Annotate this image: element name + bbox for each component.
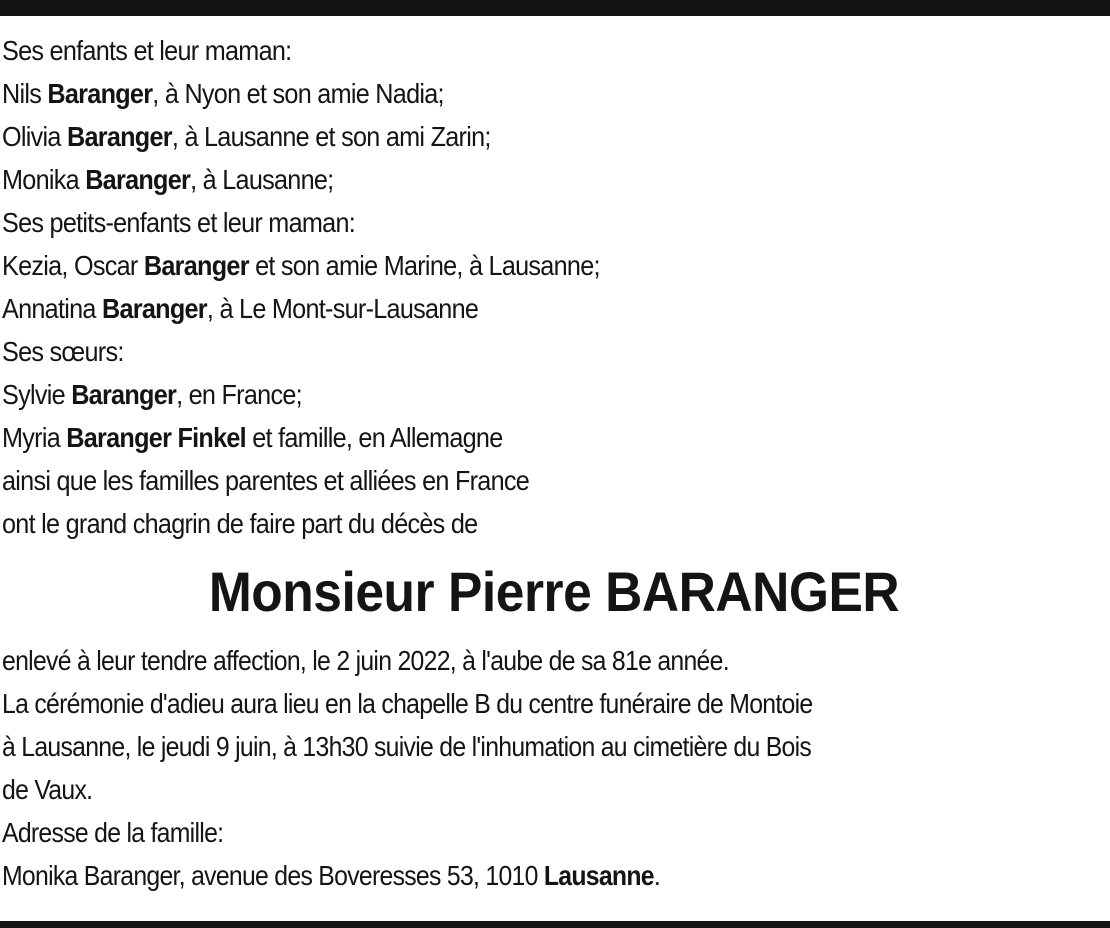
- location-text: , à Le Mont-sur-Lausanne: [206, 293, 479, 324]
- address-text: Monika Baranger, avenue des Boveresses 53, 1010: [2, 860, 544, 891]
- surname: Baranger: [47, 78, 153, 109]
- surname: Baranger Finkel: [66, 422, 246, 453]
- first-name: Kezia, Oscar: [2, 250, 144, 281]
- family-line-6: [2, 244, 996, 287]
- surname: Baranger: [66, 121, 172, 152]
- family-line-11: ainsi que les familles parentes et alliées en France: [2, 465, 530, 496]
- location-text: et famille, en Allemagne: [245, 422, 503, 453]
- top-border-rule: [0, 0, 1110, 16]
- surname: Baranger: [102, 293, 207, 324]
- family-line-5: Ses petits-enfants et leur maman:: [2, 207, 356, 238]
- family-line-8: Ses sœurs:: [2, 336, 124, 367]
- address-city: Lausanne: [543, 860, 654, 891]
- family-line-10: [2, 416, 996, 459]
- location-text: , à Lausanne;: [190, 164, 334, 195]
- family-line-4: [2, 158, 996, 201]
- family-announcement: [2, 29, 1106, 545]
- surname: Baranger: [71, 379, 177, 410]
- first-name: Sylvie: [2, 379, 72, 410]
- location-text: et son amie Marine, à Lausanne;: [248, 250, 600, 281]
- details-line-3: à Lausanne, le jeudi 9 juin, à 13h30 suivie de l'inhumation au cimetière du Bois: [2, 731, 812, 762]
- details-line-1: enlevé à leur tendre affection, le 2 juin 2022, à l'aube de sa 81e année.: [2, 645, 729, 676]
- location-text: , à Lausanne et son ami Zarin;: [171, 121, 491, 152]
- first-name: Annatina: [2, 293, 103, 324]
- obituary-notice: [2, 29, 1106, 897]
- first-name: Nils: [2, 78, 48, 109]
- family-line-1: Ses enfants et leur maman:: [2, 35, 292, 66]
- address-end: .: [653, 860, 661, 891]
- first-name: Monika: [2, 164, 86, 195]
- deceased-name-heading: Monsieur Pierre BARANGER: [208, 560, 900, 623]
- details-line-2: La cérémonie d'adieu aura lieu en la chapelle B du centre funéraire de Montoie: [2, 688, 813, 719]
- family-line-9: [2, 373, 996, 416]
- location-text: , à Nyon et son amie Nadia;: [152, 78, 444, 109]
- family-line-3: [2, 115, 996, 158]
- first-name: Myria: [2, 422, 67, 453]
- location-text: , en France;: [176, 379, 302, 410]
- details-line-5: Adresse de la famille:: [2, 817, 224, 848]
- family-line-7: [2, 287, 996, 330]
- surname: Baranger: [85, 164, 191, 195]
- details-line-4: de Vaux.: [2, 774, 93, 805]
- ceremony-details: [2, 639, 1106, 897]
- family-line-12: ont le grand chagrin de faire part du décès de: [2, 508, 478, 539]
- bottom-border-rule: [0, 921, 1110, 928]
- first-name: Olivia: [2, 121, 67, 152]
- surname: Baranger: [143, 250, 249, 281]
- family-address-line: [2, 854, 979, 897]
- family-line-2: [2, 72, 996, 115]
